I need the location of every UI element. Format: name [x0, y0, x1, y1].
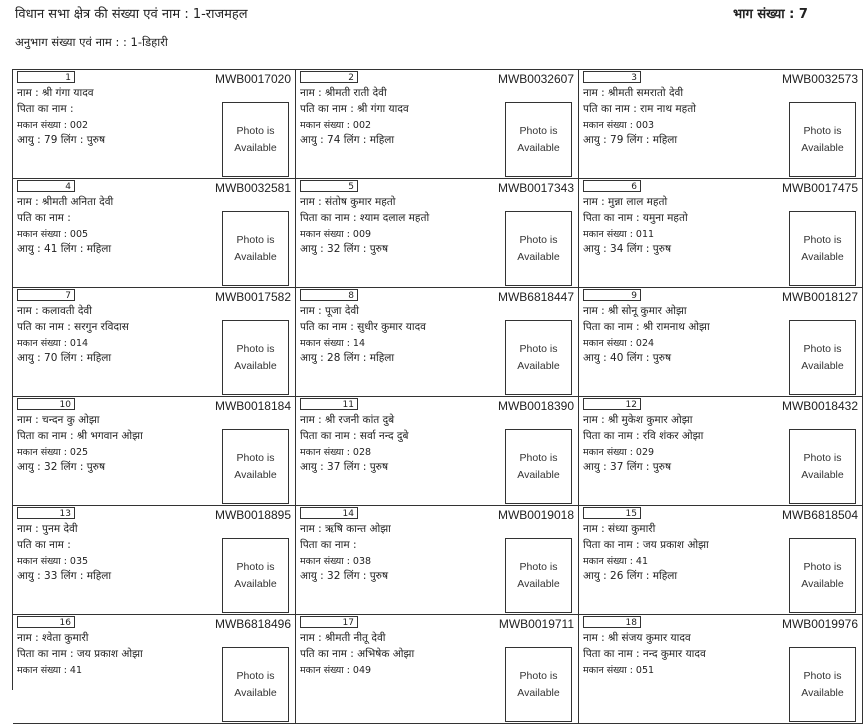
serial-number: 13: [17, 507, 75, 519]
serial-number: 10: [17, 398, 75, 410]
part-number: भाग संख्या : 7: [733, 7, 808, 22]
age-gender: आयु : 28 लिंग : महिला: [300, 352, 395, 364]
age-gender: आयु : 33 लिंग : महिला: [17, 570, 112, 582]
serial-number: 8: [300, 289, 358, 301]
photo-text-line1: Photo is: [803, 124, 842, 137]
voter-name: नाम : चन्दन कु ओझा: [17, 414, 100, 426]
photo-text-line2: Available: [801, 577, 844, 590]
voter-name: नाम : श्वेता कुमारी: [17, 632, 89, 644]
relation-name: पिता का नाम : सर्वा नन्द दुबे: [300, 430, 409, 442]
voter-name: नाम : श्री मुकेश कुमार ओझा: [583, 414, 693, 426]
age-gender: आयु : 26 लिंग : महिला: [583, 570, 678, 582]
relation-name: पति का नाम : अभिषेक ओझा: [300, 648, 415, 660]
photo-text-line1: Photo is: [519, 342, 558, 355]
house-number: मकान संख्या : 41: [17, 665, 83, 676]
serial-number: 16: [17, 616, 75, 628]
house-number: मकान संख्या : 051: [583, 665, 655, 676]
voter-card: [579, 615, 863, 724]
photo-text-line1: Photo is: [519, 451, 558, 464]
house-number: मकान संख्या : 009: [300, 229, 372, 240]
photo-text-line2: Available: [517, 468, 560, 481]
photo-text-line2: Available: [517, 577, 560, 590]
photo-text-line1: Photo is: [519, 560, 558, 573]
photo-text-line2: Available: [234, 141, 277, 154]
relation-name: पति का नाम :: [17, 539, 71, 551]
voter-card: [579, 179, 863, 288]
serial-number: 6: [583, 180, 641, 192]
photo-text-line1: Photo is: [803, 669, 842, 682]
relation-name: पति का नाम : श्री गंगा यादव: [300, 103, 409, 115]
relation-name: पिता का नाम : नन्द कुमार यादव: [583, 648, 706, 660]
voter-name: नाम : श्रीमती समरातो देवी: [583, 87, 684, 99]
voter-card: [296, 70, 579, 179]
house-number: मकान संख्या : 038: [300, 556, 372, 567]
serial-number: 11: [300, 398, 358, 410]
serial-number: 14: [300, 507, 358, 519]
serial-number: 18: [583, 616, 641, 628]
voter-name: नाम : श्रीमती राती देवी: [300, 87, 387, 99]
photo-text-line2: Available: [234, 577, 277, 590]
epic-number: MWB0017020: [214, 72, 291, 86]
house-number: मकान संख्या : 011: [583, 229, 655, 240]
epic-number: MWB0019018: [497, 508, 574, 522]
voter-card: [13, 506, 296, 615]
relation-name: पति का नाम : सुधीर कुमार यादव: [300, 321, 426, 333]
age-gender: आयु : 74 लिंग : महिला: [300, 134, 395, 146]
epic-number: MWB0019976: [781, 617, 858, 631]
epic-number: MWB0018127: [781, 290, 858, 304]
voter-card: [13, 615, 296, 724]
age-gender: आयु : 37 लिंग : पुरुष: [583, 461, 672, 473]
photo-placeholder: [505, 429, 572, 504]
photo-text-line1: Photo is: [519, 233, 558, 246]
photo-text-line2: Available: [801, 468, 844, 481]
photo-text-line1: Photo is: [803, 560, 842, 573]
photo-text-line2: Available: [517, 359, 560, 372]
photo-text-line2: Available: [517, 141, 560, 154]
photo-text-line2: Available: [517, 250, 560, 263]
relation-name: पति का नाम : राम नाथ महतो: [583, 103, 696, 115]
photo-text-line2: Available: [234, 359, 277, 372]
relation-name: पति का नाम :: [17, 212, 71, 224]
photo-placeholder: [789, 647, 856, 722]
photo-text-line1: Photo is: [803, 233, 842, 246]
photo-placeholder: [789, 320, 856, 395]
house-number: मकान संख्या : 003: [583, 120, 655, 131]
serial-number: 3: [583, 71, 641, 83]
relation-name: पिता का नाम :: [17, 103, 74, 115]
house-number: मकान संख्या : 049: [300, 665, 372, 676]
age-gender: आयु : 37 लिंग : पुरुष: [300, 461, 389, 473]
epic-number: MWB0017475: [781, 181, 858, 195]
serial-number: 7: [17, 289, 75, 301]
serial-number: 12: [583, 398, 641, 410]
house-number: मकान संख्या : 41: [583, 556, 649, 567]
serial-number: 17: [300, 616, 358, 628]
voter-name: नाम : संध्या कुमारी: [583, 523, 656, 535]
house-number: मकान संख्या : 024: [583, 338, 655, 349]
photo-placeholder: [789, 538, 856, 613]
house-number: मकान संख्या : 005: [17, 229, 89, 240]
voter-name: नाम : पूजा देवी: [300, 305, 359, 317]
voter-name: नाम : मुन्ना लाल महतो: [583, 196, 668, 208]
voter-name: नाम : श्री संजय कुमार यादव: [583, 632, 691, 644]
voter-name: नाम : श्री रजनी कांत दुबे: [300, 414, 395, 426]
photo-text-line1: Photo is: [236, 451, 275, 464]
epic-number: MWB0032573: [781, 72, 858, 86]
constituency-title: विधान सभा क्षेत्र की संख्या एवं नाम : 1-राजमहल: [15, 7, 248, 22]
epic-number: MWB0032607: [497, 72, 574, 86]
photo-text-line1: Photo is: [519, 124, 558, 137]
photo-placeholder: [789, 211, 856, 286]
relation-name: पिता का नाम : जय प्रकाश ओझा: [583, 539, 709, 551]
voter-card: [296, 615, 579, 724]
photo-text-line2: Available: [801, 359, 844, 372]
age-gender: आयु : 32 लिंग : पुरुष: [17, 461, 106, 473]
photo-text-line1: Photo is: [236, 342, 275, 355]
epic-number: MWB0017582: [214, 290, 291, 304]
house-number: मकान संख्या : 002: [17, 120, 89, 131]
relation-name: पिता का नाम : रवि शंकर ओझा: [583, 430, 704, 442]
voter-name: नाम : श्री गंगा यादव: [17, 87, 94, 99]
voter-card: [13, 70, 296, 179]
voter-card: [296, 179, 579, 288]
house-number: मकान संख्या : 028: [300, 447, 372, 458]
epic-number: MWB6818447: [497, 290, 574, 304]
photo-text-line1: Photo is: [519, 669, 558, 682]
serial-number: 2: [300, 71, 358, 83]
epic-number: MWB0018184: [214, 399, 291, 413]
photo-text-line1: Photo is: [803, 451, 842, 464]
age-gender: आयु : 40 लिंग : पुरुष: [583, 352, 672, 364]
photo-placeholder: [505, 320, 572, 395]
epic-number: MWB0019711: [498, 617, 574, 631]
serial-number: 5: [300, 180, 358, 192]
serial-number: 1: [17, 71, 75, 83]
photo-text-line2: Available: [801, 141, 844, 154]
voter-card: [13, 288, 296, 397]
photo-placeholder: [505, 538, 572, 613]
age-gender: आयु : 79 लिंग : पुरुष: [17, 134, 106, 146]
photo-text-line1: Photo is: [803, 342, 842, 355]
voter-name: नाम : कलावती देवी: [17, 305, 92, 317]
age-gender: आयु : 79 लिंग : महिला: [583, 134, 678, 146]
age-gender: आयु : 41 लिंग : महिला: [17, 243, 112, 255]
voter-card: [296, 288, 579, 397]
photo-placeholder: [222, 429, 289, 504]
voter-card: [296, 506, 579, 615]
voter-grid: [12, 69, 863, 699]
voter-card: [296, 397, 579, 506]
photo-text-line1: Photo is: [236, 124, 275, 137]
photo-placeholder: [222, 102, 289, 177]
photo-placeholder: [505, 211, 572, 286]
age-gender: आयु : 70 लिंग : महिला: [17, 352, 112, 364]
voter-card: [13, 397, 296, 506]
section-name: अनुभाग संख्या एवं नाम : : 1-डिहारी: [15, 35, 168, 49]
relation-name: पिता का नाम : यमुना महतो: [583, 212, 688, 224]
voter-name: नाम : श्रीमती नीतू देवी: [300, 632, 386, 644]
voter-card: [579, 288, 863, 397]
epic-number: MWB0032581: [214, 181, 291, 195]
serial-number: 9: [583, 289, 641, 301]
epic-number: MWB6818504: [781, 508, 858, 522]
epic-number: MWB0018895: [214, 508, 291, 522]
house-number: मकान संख्या : 002: [300, 120, 372, 131]
photo-placeholder: [222, 647, 289, 722]
relation-name: पिता का नाम : श्री भगवान ओझा: [17, 430, 143, 442]
voter-name: नाम : श्री सोनू कुमार ओझा: [583, 305, 687, 317]
relation-name: पिता का नाम : श्याम दलाल महतो: [300, 212, 430, 224]
voter-name: नाम : ऋषि कान्त ओझा: [300, 523, 391, 535]
voter-name: नाम : पुनम देवी: [17, 523, 78, 535]
relation-name: पति का नाम : सरगुन रविदास: [17, 321, 129, 333]
photo-text-line1: Photo is: [236, 233, 275, 246]
photo-text-line1: Photo is: [236, 560, 275, 573]
photo-placeholder: [222, 320, 289, 395]
serial-number: 15: [583, 507, 641, 519]
photo-text-line2: Available: [801, 250, 844, 263]
photo-placeholder: [222, 538, 289, 613]
relation-name: पिता का नाम : जय प्रकाश ओझा: [17, 648, 143, 660]
photo-text-line1: Photo is: [236, 669, 275, 682]
voter-card: [579, 397, 863, 506]
voter-name: नाम : श्रीमती अनिता देवी: [17, 196, 114, 208]
house-number: मकान संख्या : 029: [583, 447, 655, 458]
serial-number: 4: [17, 180, 75, 192]
photo-text-line2: Available: [234, 468, 277, 481]
photo-placeholder: [505, 647, 572, 722]
photo-placeholder: [789, 429, 856, 504]
photo-placeholder: [789, 102, 856, 177]
voter-card: [13, 179, 296, 288]
epic-number: MWB0018432: [781, 399, 858, 413]
photo-text-line2: Available: [234, 250, 277, 263]
age-gender: आयु : 32 लिंग : पुरुष: [300, 570, 389, 582]
age-gender: आयु : 32 लिंग : पुरुष: [300, 243, 389, 255]
age-gender: आयु : 34 लिंग : पुरुष: [583, 243, 672, 255]
relation-name: पिता का नाम : श्री रामनाथ ओझा: [583, 321, 710, 333]
photo-placeholder: [222, 211, 289, 286]
voter-card: [579, 506, 863, 615]
epic-number: MWB0018390: [497, 399, 574, 413]
house-number: मकान संख्या : 14: [300, 338, 366, 349]
photo-text-line2: Available: [517, 686, 560, 699]
photo-text-line2: Available: [801, 686, 844, 699]
house-number: मकान संख्या : 025: [17, 447, 89, 458]
relation-name: पिता का नाम :: [300, 539, 357, 551]
epic-number: MWB6818496: [214, 617, 291, 631]
voter-name: नाम : संतोष कुमार महतो: [300, 196, 396, 208]
epic-number: MWB0017343: [497, 181, 574, 195]
house-number: मकान संख्या : 035: [17, 556, 89, 567]
photo-placeholder: [505, 102, 572, 177]
photo-text-line2: Available: [234, 686, 277, 699]
house-number: मकान संख्या : 014: [17, 338, 89, 349]
voter-card: [579, 70, 863, 179]
